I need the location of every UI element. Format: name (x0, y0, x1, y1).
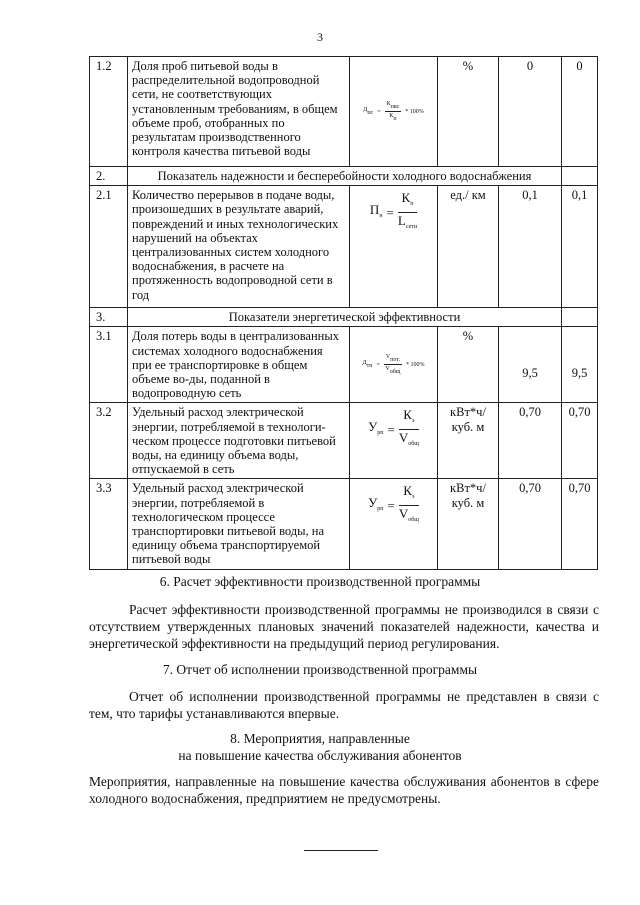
row-number: 2. (90, 167, 128, 186)
formula: $П_н$ = $\frac{К_п}{L_{сети}}$ (350, 186, 438, 308)
value-fact: 0,1 (562, 186, 598, 308)
table-row (90, 327, 598, 403)
section-title: Показатели энергетической эффективности (128, 308, 562, 327)
row-number: 2.1 (90, 186, 128, 308)
section-row (90, 308, 598, 327)
section-row (90, 167, 598, 186)
section-8-text: Мероприятия, направленные на повышение качества обслуживания абонентов в сфере холодного водоснабжения, предприятием не предусмотрены. (89, 774, 599, 806)
formula: $У_{рп}$ = $\frac{К_э}{V_{общ}}$ (350, 403, 438, 479)
row-number: 1.2 (90, 57, 128, 167)
unit: кВт*ч/ куб. м (438, 479, 499, 569)
value-plan: 0 (499, 57, 562, 167)
value-plan: 0,70 (499, 403, 562, 479)
value-fact: 9,5 (562, 327, 598, 403)
page-number: 3 (317, 30, 323, 44)
section-title: Показатель надежности и бесперебойности холодного водоснабжения (128, 167, 562, 186)
row-description: Доля потерь воды в централизованных системах холодного водоснабжения при ее транспортировке в общем объеме во-ды, поданной в водопроводную сеть (128, 327, 350, 403)
section-7-text: Отчет об исполнении производственной программы не представлен в связи с тем, что тарифы устанавливаются впервые. (89, 689, 599, 721)
formula: $Д_{тп}$ = $\frac{V_{пот.}}{V_{общ}}$ * 100% (350, 327, 438, 403)
value-plan: 0,70 (499, 479, 562, 569)
row-number: 3.2 (90, 403, 128, 479)
row-number: 3.3 (90, 479, 128, 569)
section-8-heading-line2: на повышение качества обслуживания абонентов (178, 748, 462, 763)
value-fact: 0 (562, 57, 598, 167)
row-description: Удельный расход электрической энергии, потребляемой в технологическом процессе транспортировки питьевой воды, на единицу объема транспортируемой питьевой воды (128, 479, 350, 569)
section-6-text: Расчет эффективности производственной программы не производился в связи с отсутствием утвержденных плановых значений показателей надежности, качества и энергетической эффективности на предыдущий период регулирования. (89, 602, 599, 651)
unit: % (438, 57, 499, 167)
table-row (90, 57, 598, 167)
value-fact: 0,70 (562, 479, 598, 569)
row-number: 3.1 (90, 327, 128, 403)
formula: $Д_{пс}$ = $\frac{К_{пкс}}{К_п}$ * 100% (350, 57, 438, 167)
unit: % (438, 327, 499, 403)
table-row (90, 186, 598, 308)
value-plan: 0,1 (499, 186, 562, 308)
section-8-heading-line1: 8. Мероприятия, направленные (230, 731, 410, 746)
value-plan: 9,5 (499, 327, 562, 403)
unit: ед./ км (438, 186, 499, 308)
table-row (90, 403, 598, 479)
row-description: Количество перерывов в подаче воды, произошедших в результате аварий, повреждений и иных технологических нарушений на объектах централизованных систем холодного водоснабжения, в расчете на протяженность водопроводной сети в год (128, 186, 350, 308)
section-7-heading: 7. Отчет об исполнении производственной программы (162, 662, 478, 677)
indicators-table (89, 56, 598, 570)
value-fact: 0,70 (562, 403, 598, 479)
unit: кВт*ч/ куб. м (438, 403, 499, 479)
row-description: Доля проб питьевой воды в распределительной водопроводной сети, не соответствующих установленным требованиям, в общем объеме проб, отобранных по результатам производственного контроля качества питьевой воды (128, 57, 350, 167)
formula: $У_{рп}$ = $\frac{К_э}{V_{общ}}$ (350, 479, 438, 569)
end-rule (304, 850, 378, 851)
row-description: Удельный расход электрической энергии, потребляемой в технологи-ческом процессе подготовки питьевой воды, на единицу объема воды, отпускаемой в сеть (128, 403, 350, 479)
row-number: 3. (90, 308, 128, 327)
section-6-heading: 6. Расчет эффективности производственной программы (159, 574, 481, 589)
table-row (90, 479, 598, 569)
